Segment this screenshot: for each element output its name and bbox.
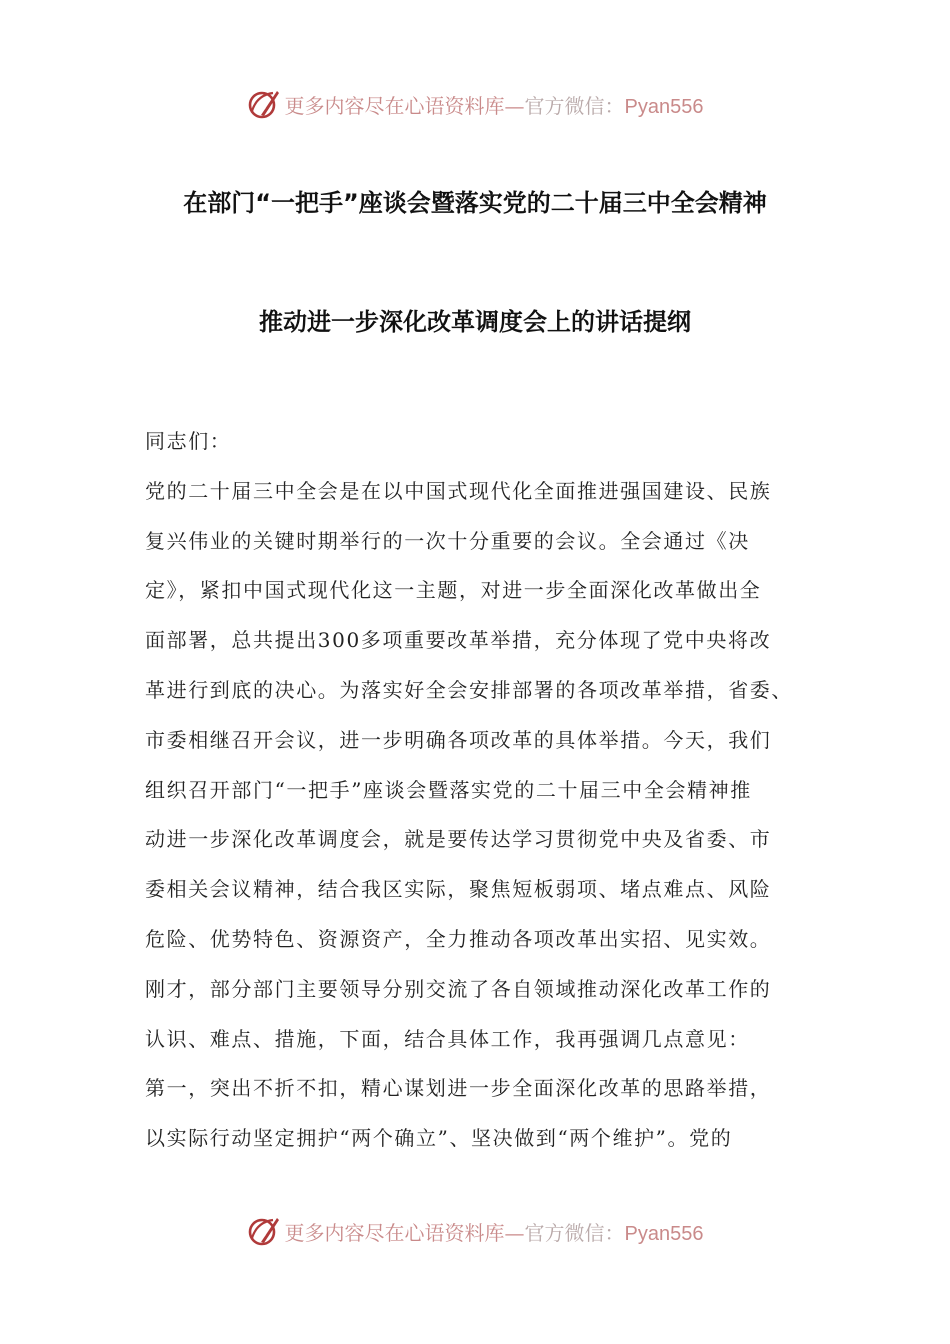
body-line: 危险、优势特色、资源资产，全力推动各项改革出实招、见实效。 bbox=[145, 926, 772, 951]
body-line: 以实际行动坚定拥护“两个确立”、坚决做到“两个维护”。党的 bbox=[145, 1126, 733, 1151]
body-line: 市委相继召开会议，进一步明确各项改革的具体举措。今天，我们 bbox=[145, 727, 772, 752]
body-line: 党的二十届三中全会是在以中国式现代化全面推进强国建设、民族 bbox=[145, 478, 772, 503]
pen-logo-icon bbox=[247, 1214, 281, 1248]
body-line: 同志们： bbox=[145, 429, 232, 453]
watermark-wechat: 官方微信： bbox=[524, 1220, 625, 1245]
body-line: 刚才，部分部门主要领导分别交流了各自领域推动深化改革工作的 bbox=[145, 976, 772, 1001]
header-watermark bbox=[0, 84, 950, 124]
watermark-id: Pyan556 bbox=[624, 1222, 704, 1245]
title-line-1: 在部门“一把手”座谈会暨落实党的二十届三中全会精神 bbox=[183, 189, 767, 217]
body-line: 复兴伟业的关键时期举行的一次十分重要的会议。全会通过《决 bbox=[145, 528, 750, 553]
body-line: 定》，紧扣中国式现代化这一主题，对进一步全面深化改革做出全 bbox=[145, 578, 762, 603]
watermark-wechat: 官方微信： bbox=[524, 93, 625, 118]
watermark-dash: — bbox=[504, 1220, 525, 1245]
body-line: 面部署，总共提出300多项重要改革举措，充分体现了党中央将改 bbox=[145, 628, 772, 653]
footer-watermark bbox=[0, 1211, 950, 1251]
watermark-id: Pyan556 bbox=[624, 95, 704, 118]
watermark-text bbox=[285, 1217, 704, 1246]
title-line-2: 推动进一步深化改革调度会上的讲话提纲 bbox=[259, 308, 691, 336]
watermark-dash: — bbox=[504, 93, 525, 118]
body-line: 第一，突出不折不扣，精心谋划进一步全面深化改革的思路举措， bbox=[145, 1076, 772, 1101]
watermark-main: 更多内容尽在心语资料库 bbox=[284, 1220, 505, 1245]
body-line: 动进一步深化改革调度会，就是要传达学习贯彻党中央及省委、市 bbox=[145, 827, 772, 852]
body-line: 革进行到底的决心。为落实好全会安排部署的各项改革举措，省委、 bbox=[145, 677, 793, 702]
body-line: 委相关会议精神，结合我区实际，聚焦短板弱项、堵点难点、风险 bbox=[145, 877, 772, 902]
pen-logo-icon bbox=[247, 87, 281, 121]
watermark-text bbox=[285, 90, 704, 119]
body-line: 认识、难点、措施，下面，结合具体工作，我再强调几点意见： bbox=[145, 1026, 750, 1051]
body-line: 组织召开部门“一把手”座谈会暨落实党的二十届三中全会精神推 bbox=[145, 777, 752, 802]
watermark-main: 更多内容尽在心语资料库 bbox=[284, 93, 505, 118]
speech-body bbox=[145, 417, 807, 1164]
